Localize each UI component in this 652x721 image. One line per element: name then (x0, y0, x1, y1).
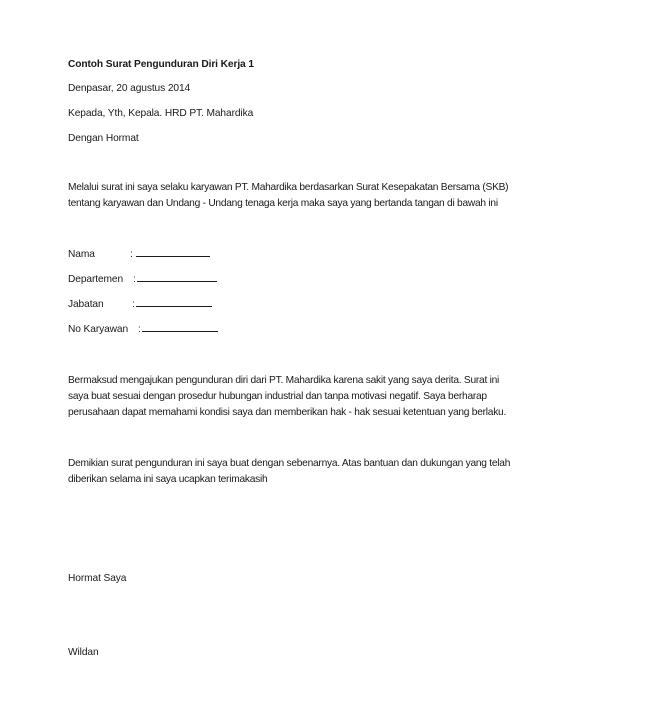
body-line-2: saya buat sesuai dengan prosedur hubungan industrial dan tanpa motivasi negatif. Saya berharap (68, 391, 487, 402)
field-label: No Karyawan (68, 324, 129, 335)
sign-off: Hormat Saya (68, 573, 127, 584)
field-departemen (68, 272, 217, 287)
body-line-1: Bermaksud mengajukan pengunduran diri dari PT. Mahardika karena sakit yang saya derita. Surat ini (68, 375, 500, 386)
field-colon: : (130, 249, 133, 260)
field-blank-line (137, 272, 217, 282)
field-blank-line (136, 297, 212, 307)
letter-title: Contoh Surat Pengunduran Diri Kerja 1 (68, 59, 254, 70)
field-label: Nama (68, 249, 95, 260)
field-colon: : (132, 299, 135, 310)
field-no-karyawan (68, 322, 218, 337)
field-label: Jabatan (68, 299, 104, 310)
recipient: Kepada, Yth, Kepala. HRD PT. Mahardika (68, 108, 254, 119)
signature-name: Wildan (68, 647, 99, 658)
intro-line-1: Melalui surat ini saya selaku karyawan PT. Mahardika berdasarkan Surat Kesepakatan Bersama (SKB) (68, 182, 509, 193)
field-blank-line (142, 322, 218, 332)
body-line-3: perusahaan dapat memahami kondisi saya dan memberikan hak - hak sesuai ketentuan yang berlaku. (68, 407, 507, 418)
field-colon: : (133, 274, 136, 285)
closing-line-1: Demikian surat pengunduran ini saya buat dengan sebenarnya. Atas bantuan dan dukungan yang telah (68, 458, 511, 469)
closing-line-2: diberikan selama ini saya ucapkan terimakasih (68, 474, 268, 485)
greeting: Dengan Hormat (68, 133, 139, 144)
place-date: Denpasar, 20 agustus 2014 (68, 83, 191, 94)
field-colon: : (138, 324, 141, 335)
field-nama (68, 247, 210, 262)
intro-line-2: tentang karyawan dan Undang - Undang tenaga kerja maka saya yang bertanda tangan di bawah ini (68, 198, 498, 209)
field-jabatan (68, 297, 212, 312)
field-label: Departemen (68, 274, 124, 285)
field-blank-line (136, 247, 210, 257)
